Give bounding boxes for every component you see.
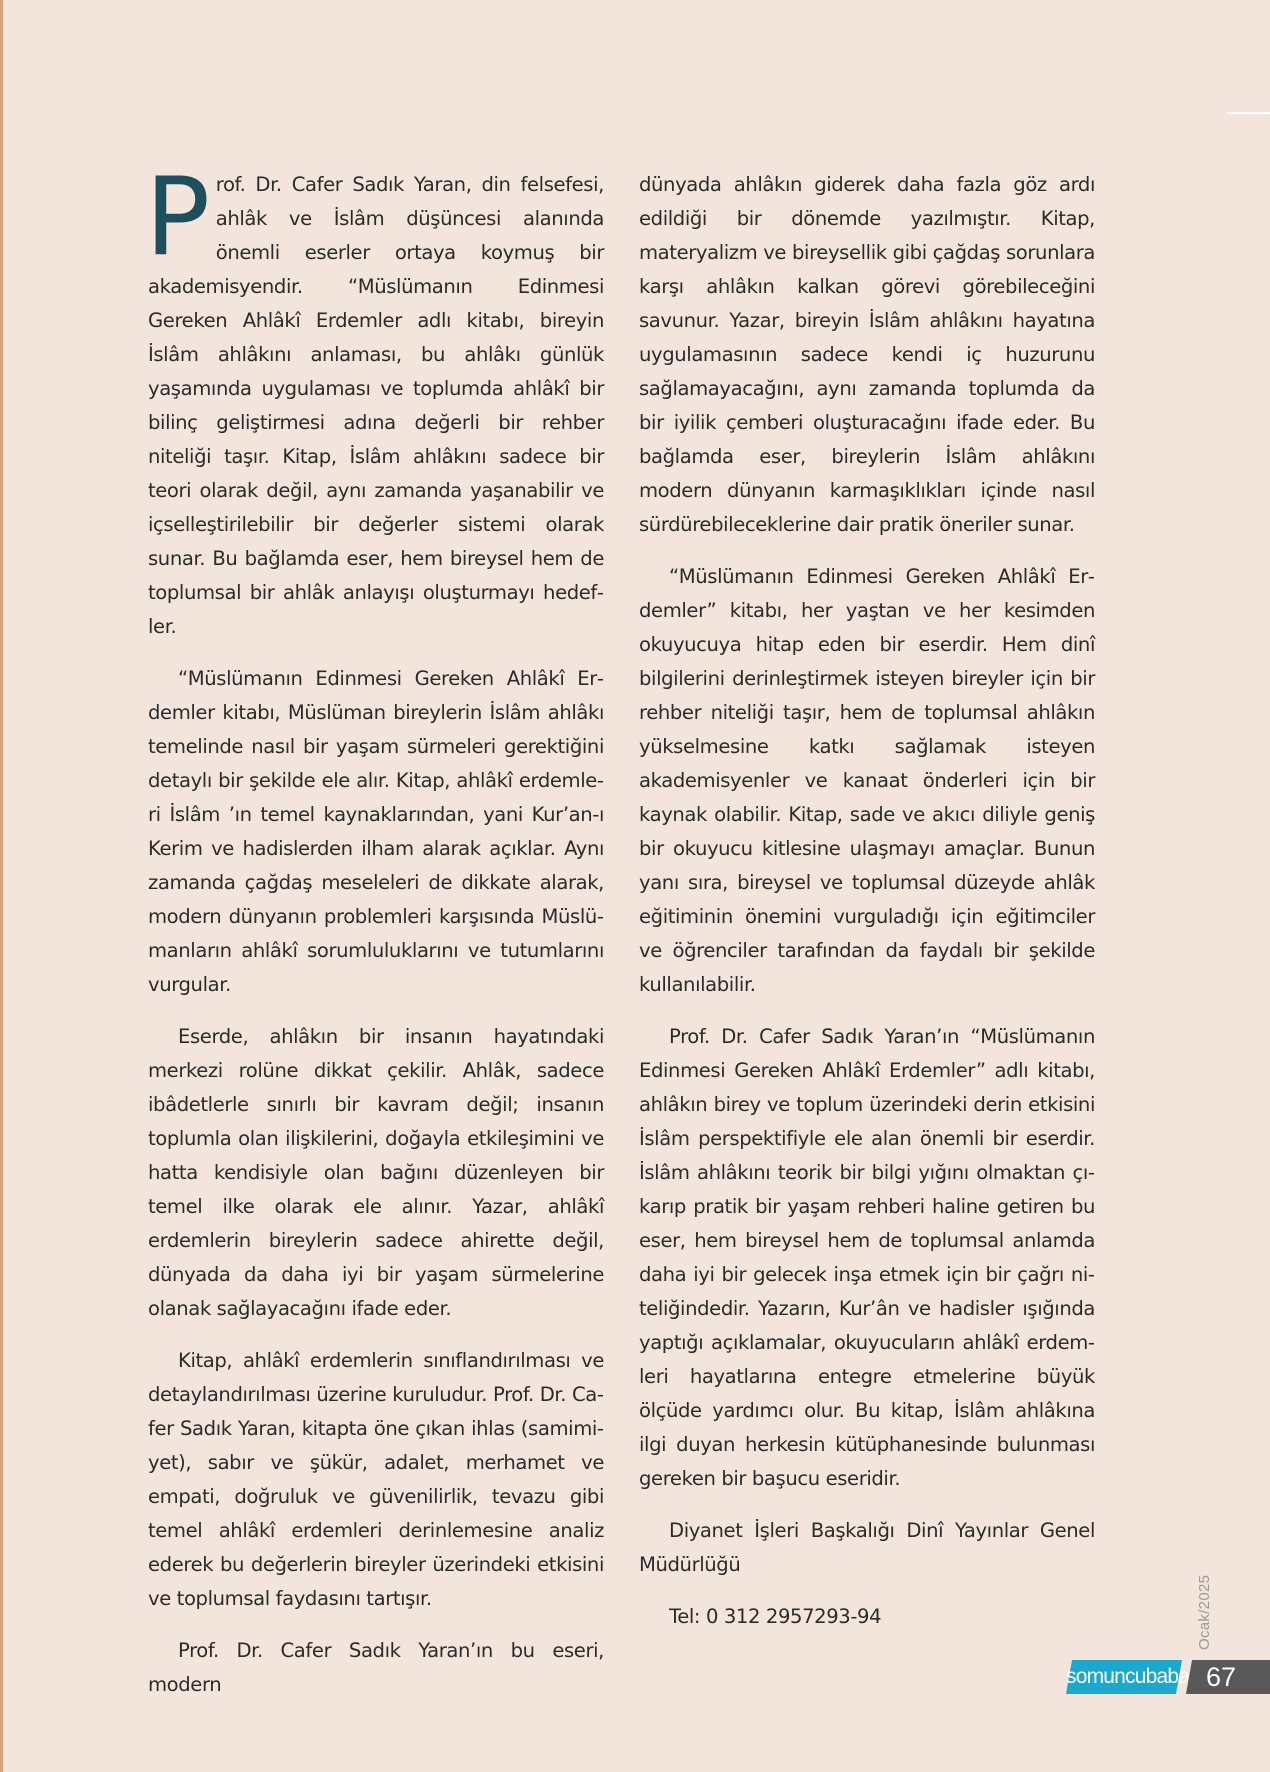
article-column-right: [639, 168, 1095, 1652]
paragraph: Eserde, ahlâkın bir insanın hayatındaki merkezi rolüne dikkat çekilir. Ahlâk, sadece ibâdetlerle sınırlı bir kavram değil; insanın toplumla olan ilişkilerini, doğayla etkileşimini ve hatta kendisiyle olan bağını düzenleyen bir temel ilke olarak ele alınır. Yazar, ahlâkî erdemlerin bireylerin sadece ahirette değil, dünyada da daha iyi bir yaşam sürmelerine olanak sağlayacağını ifade eder.: [148, 1025, 604, 1320]
paragraph: [145, 155, 604, 644]
paragraph: dünyada ahlâkın giderek daha fazla göz ardı edildiği bir dönemde yazılmıştır. Kitap, materyalizm ve bireysellik gibi çağdaş sorunlara karşı ahlâkın kalkan görevi görebileceğini savunur. Yazar, bireyin İslâm ahlâkını hayatına uygulamasının sadece kendi iç huzurunu sağlamayacağını, aynı zamanda toplumda da bir iyilik çemberi oluşturacağını ifade eder. Bu bağlamda eser, bireylerin İslâm ahlâkını modern dünyanın karmaşıklıkları içinde nasıl sürdürebileceklerine dair pratik öneriler sunar.: [639, 173, 1095, 536]
paragraph: Prof. Dr. Cafer Sadık Yaran’ın “Müslümanın Edinmesi Gereken Ahlâkî Erdemler” adlı kitabı, ahlâkın birey ve toplum üzerindeki derin etkisini İslâm perspektifiyle ele alan önemli bir eserdir. İslâm ahlâkını teorik bir bilgi yığını olmaktan çıkarıp pratik bir yaşam rehberi haline getiren bu eser, hem bireysel hem de toplumsal anlamda daha iyi bir gelecek inşa etmek için bir çağrı niteliğindedir. Yazarın, Kur’ân ve hadisler ışığında yaptığı açıklamalar, okuyucuların ahlâkî erdemleri hayatlarına entegre etmelerine büyük ölçüde yardımcı olur. Bu kitap, İslâm ahlâkına ilgi duyan herkesin kütüphanesinde bulunması gereken bir başucu eseridir.: [639, 1025, 1095, 1490]
paragraph: Kitap, ahlâkî erdemlerin sınıflandırılması ve detaylandırılması üzerine kuruludur. Prof. Dr. Cafer Sadık Yaran, kitapta öne çıkan ihlas (samimiyet), sabır ve şükür, adalet, merhamet ve empati, doğruluk ve güvenilirlik, tevazu gibi temel ahlâkî erdemleri derinlemesine analiz ederek bu değerlerin bireyler üzerindeki etkisini ve toplumsal faydasını tartışır.: [148, 1349, 604, 1610]
issue-date: Ocak/2025: [1196, 1574, 1213, 1650]
top-decor-line: [1226, 112, 1270, 114]
paragraph: “Müslümanın Edinmesi Gereken Ahlâkî Erdemler” kitabı, her yaştan ve her kesimden okuyucuya hitap eden bir eserdir. Hem dinî bilgilerini derinleştirmek isteyen bireyler için bir rehber niteliği taşır, hem de toplumsal ahlâkın yükselmesine katkı sağlamak isteyen akademisyenler ve kanaat önderleri için bir kaynak olabilir. Kitap, sade ve akıcı diliyle geniş bir okuyucu kitlesine ulaşmayı amaçlar. Bunun yanı sıra, bireysel ve toplumsal düzeyde ahlâk eğitiminin önemini vurguladığı için eğitimciler ve öğrenciler tarafından da faydalı bir şekilde kullanılabilir.: [639, 565, 1095, 996]
paragraph: Prof. Dr. Cafer Sadık Yaran’ın bu eseri, modern: [148, 1639, 604, 1696]
brand-name: somuncubaba: [1066, 1665, 1190, 1688]
paragraph: “Müslümanın Edinmesi Gereken Ahlâkî Erdemler kitabı, Müslüman bireylerin İslâm ahlâkı temelinde nasıl bir yaşam sürmeleri gerektiğini detaylı bir şekilde ele alır. Kitap, ahlâkî erdemleri İslâm ’ın temel kaynaklarından, yani Kur’an-ı Kerim ve hadislerden ilham alarak açıklar. Aynı zamanda çağdaş meseleleri de dikkate alarak, modern dünyanın problemleri karşısında Müslümanların ahlâkî sorumluluklarını ve tutumlarını vurgular.: [148, 667, 604, 996]
page-edge-rule: [0, 0, 3, 1772]
publisher-line: Diyanet İşleri Başkalığı Dinî Yayınlar Genel Müdürlüğü: [639, 1519, 1095, 1576]
page-number: 67: [1205, 1662, 1237, 1692]
drop-cap: P: [145, 155, 210, 280]
phone-line: Tel: 0 312 2957293-94: [669, 1605, 882, 1628]
paragraph-text: rof. Dr. Cafer Sadık Yaran, din felsefesi, ahlâk ve İslâm düşüncesi alanında önemli eserler ortaya koymuş bir akademisyendir. “Müslümanın Edinmesi Gereken Ahlâkî Erdemler adlı kitabı, bireyin İslâm ahlâkını anlaması, bu ahlâkı günlük yaşamında uygulaması ve toplumda ahlâkî bir bilinç geliştirmesi adına değerli bir rehber niteliği taşır. Kitap, İslâm ahlâkını sadece bir teori olarak değil, aynı zamanda yaşanabilir ve içselleştirilebilir bir değerler sistemi olarak sunar. Bu bağlamda eser, hem bireysel hem de toplumsal bir ahlâk anlayışı oluşturmayı hedefler.: [148, 173, 604, 638]
article-column-left: [145, 155, 604, 1720]
